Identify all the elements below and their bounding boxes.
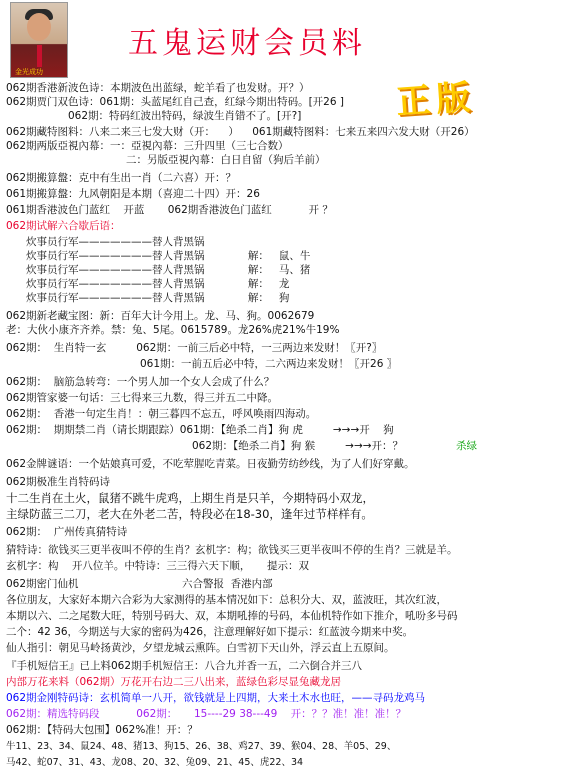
section-heading: 062期试解六合歇后语： <box>6 220 121 232</box>
text-line: 062期两版亞視內幕：一：亞視內幕：三升四里（三七合数） <box>6 140 289 152</box>
highlight-word: 杀绿 <box>456 440 477 452</box>
text-line: 062期金刚特码诗：玄机简单一八开，欲钱就是上四期，大来土木水也旺，——寻码龙鸡马 <box>6 692 426 704</box>
text-line: 062期管家婆一句话：三七得来三九数，得三并五二中降。 <box>6 392 279 404</box>
text-line: 炊事员行军———————替人背黑锅 <box>26 236 205 248</box>
text-line: 猜特诗：欲钱买三更半夜叫不停的生肖？玄机字：构；欲钱买三更半夜叫不停的生肖？三就是羊。 <box>6 544 458 556</box>
text-line: 062期：【特码大包围】062%准！开：？ <box>6 724 198 736</box>
text-line: 062期极准生肖特码诗 <box>6 476 111 488</box>
text-line: 内部万花来料（062期）万花开右边二三八出来，蓝绿色彩尽显兔藏龙居 <box>6 676 342 688</box>
text-line: 062期贾门双色诗：061期：头蓝尾红自己查，红绿今期出特码。[开26 ] <box>6 96 344 108</box>
text-line: 本期以六、二之尾数大旺，特别号码大、双，本期吼捧的号码，本仙机特作如下推介，吼吩多号码 <box>6 610 458 622</box>
text-line: 062期密门仙机 六合警报 香港内部 <box>6 578 273 590</box>
text-line: 062期：特码红波出特码，绿波生肖错不了。[开?] <box>68 110 302 122</box>
photo-caption: 金光成功 <box>15 68 43 76</box>
portrait-photo <box>10 2 68 78</box>
text-line: 玄机字：构 开八位羊。中特诗：三三得六天下顺， 提示：双 <box>6 560 310 572</box>
text-line: 061期：一前五后必中特，二六两边来发财！〖开26 〗 <box>140 358 398 370</box>
text-line: 062期藏特图料：八来二来三七发大财（开： ） 061期藏特图料：七来五来四六发大财（开26） <box>6 126 475 138</box>
text-line: 062期新老藏宝图：新：百年大计今用上。龙、马、狗。0062679 <box>6 310 315 322</box>
text-line: 主绿防蓝三二刀，老大在外老二苦，特段必在18-30，逢年过节样样有。 <box>6 507 373 521</box>
text-line: 炊事员行军———————替人背黑锅 解： 龙 <box>26 278 290 290</box>
text-line: 062期搬算盤：克中有生出一肖（二六喜）开：？ <box>6 172 237 184</box>
text-line: 炊事员行军———————替人背黑锅 解： 鼠、牛 <box>26 250 311 262</box>
text-line: 二：另版亞視內幕：白日自留（狗后羊前） <box>126 154 326 166</box>
text-line: 牛11、23、34、鼠24、48、猪13、狗15、26、38、鸡27、39、猴04、28、羊05、29、 <box>6 741 397 752</box>
portrait-tie <box>37 45 42 67</box>
text-line: 各位朋友，大家好本期六合彩为大家测得的基本情况如下：总积分大、双，蓝波旺，其次红波， <box>6 594 447 606</box>
text-line: 老：大伙小康齐齐养。禁：兔、5尾。0615789。龙26%虎21%牛19% <box>6 324 340 336</box>
text-line: 仙人指引：朝见马岭扬黄沙，夕望龙城云熏阵。白雪初下天山外，浮云直上五原间。 <box>6 642 395 654</box>
text-line: 062期： 生肖特一玄 062期：一前三后必中特，一三两边来发财！〖开?〗 <box>6 342 383 354</box>
text-line: 十二生肖在土火，鼠猪不跳牛虎鸡，上期生肖是只羊，今期特码小双龙， <box>6 491 374 505</box>
text-line: 062期： 香港一句定生肖！：朝三暮四不忘五，呼风唤雨四海动。 <box>6 408 317 420</box>
text-line: 二个：42 36，今期送与大家的密码为426，注意理解好如下提示：红蓝波今期来中奖。 <box>6 626 414 638</box>
text-line: 062期：【绝杀二肖】狗 猴 →→→开：？ <box>192 440 404 452</box>
text-line: 062期： 广州传真猜特诗 <box>6 526 128 538</box>
text-line: 062期： 脑筋急转弯：一个男人加一个女人会成了什么？ <box>6 376 275 388</box>
page-title: 五鬼运财会员料 <box>128 26 366 61</box>
text-line: 061期搬算盤：九风朝阳是本期（喜迎二十四）开：26 <box>6 188 260 200</box>
text-line: 炊事员行军———————替人背黑锅 解： 狗 <box>26 292 290 304</box>
stamp-zhengban: 正版 <box>394 77 478 123</box>
text-line: 062期：精选特码段 062期： 15----29 38---49 开：？？准！准！准！？ <box>6 708 407 720</box>
text-line: 062期： 期期禁二肖（请长期跟踪）061期：【绝杀二肖】狗 虎 →→→开 狗 <box>6 424 394 436</box>
text-line: 『手机短信王』已上料062期手机短信王：八合九并香一五，二六倒合并三八 <box>6 660 363 672</box>
text-line: 062金牌谜语：一个姑娘真可爱，不吃荤腥吃青菜。日夜勤劳纺纱线，为了人们好穿戴。 <box>6 458 415 470</box>
text-line: 炊事员行军———————替人背黑锅 解： 马、猪 <box>26 264 311 276</box>
text-line: 马42、蛇07、31、43、龙08、20、32、兔09、21、45、虎22、34 <box>6 757 304 768</box>
text-line: 062期香港新波色诗：本期波色出蓝绿，蛇羊看了也发财。开？） <box>6 82 310 94</box>
portrait-face <box>27 13 51 41</box>
text-line: 061期香港波色门蓝红 开蓝 062期香港波色门蓝红 开 ？ <box>6 204 333 216</box>
